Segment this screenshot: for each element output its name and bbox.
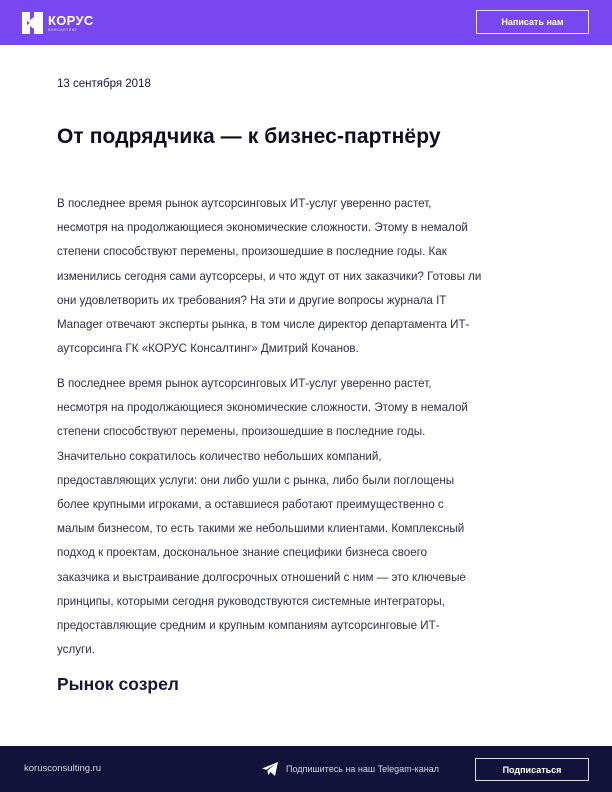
paragraph-line: степени способствуют перемены, произошедшие в последние годы. Как: [57, 245, 447, 259]
article-paragraph-2: [57, 372, 557, 662]
paragraph-line: изменились сегодня сами аутсорсеры, и что ждут от них заказчики? Готовы ли: [57, 269, 482, 283]
paragraph-line: более крупными игроками, а оставшиеся работают преимущественно с: [57, 498, 444, 512]
korus-logo-icon: [22, 12, 43, 34]
logo-subtitle: КОНСАЛТИНГ: [48, 27, 78, 32]
paragraph-line: подход к проектам, доскональное знание специфики бизнеса своего: [57, 546, 428, 560]
paragraph-line: несмотря на продолжающиеся экономические сложности. Этому в немалой: [57, 401, 468, 415]
korus-logo[interactable]: [22, 11, 94, 35]
section-heading: Рынок созрел: [57, 674, 179, 694]
paragraph-line: принципы, которыми сегодня руководствуются системные интеграторы,: [57, 594, 445, 608]
paragraph-line: услуги.: [57, 643, 95, 657]
paragraph-line: они удовлетворить их требования? На эти и другие вопросы журнала IT: [57, 293, 447, 307]
site-footer: [0, 746, 612, 792]
site-link[interactable]: korusconsulting.ru: [24, 763, 102, 774]
paragraph-line: малым бизнесом, то есть такими же небольшими клиентами. Комплексный: [57, 522, 465, 536]
site-header: [0, 0, 612, 45]
article-paragraph-1: [57, 192, 557, 361]
paragraph-line: несмотря на продолжающиеся экономические сложности. Этому в немалой: [57, 221, 468, 235]
subscribe-button[interactable]: Подписаться: [475, 758, 589, 781]
logo-wordmark: [48, 14, 94, 33]
article-title: От подрядчика — к бизнес-партнёру: [57, 125, 441, 148]
paragraph-line: предоставляющие средним и крупным компаниям аутсорсинговые ИТ-: [57, 619, 440, 633]
paragraph-line: Manager отвечают эксперты рынка, в том числе директор департамента ИТ-: [57, 318, 470, 332]
paragraph-line: Значительно сократилось количество небольших компаний,: [57, 449, 382, 463]
paragraph-line: предоставляющих услуги: они либо ушли с рынка, либо были поглощены: [57, 473, 455, 487]
write-us-button[interactable]: Написать нам: [476, 10, 589, 34]
logo-title: КОРУС: [48, 12, 94, 28]
article-date: 13 сентября 2018: [57, 78, 151, 90]
telegram-cta-text: Подпишитесь на наш Telegam-канал: [286, 764, 439, 774]
paragraph-line: В последнее время рынок аутсорсинговых ИТ-услуг уверенно растет,: [57, 377, 432, 390]
paragraph-line: аутсорсинга ГК «КОРУС Консалтинг» Дмитрий Кочанов.: [57, 342, 359, 356]
paragraph-line: заказчика и выстраивание долгосрочных отношений с ним — это ключевые: [57, 570, 466, 584]
paragraph-line: степени способствуют перемены, произошедшие в последние годы.: [57, 425, 426, 439]
telegram-paper-plane-icon: [262, 762, 278, 776]
paragraph-line: В последнее время рынок аутсорсинговых ИТ-услуг уверенно растет,: [57, 197, 432, 210]
